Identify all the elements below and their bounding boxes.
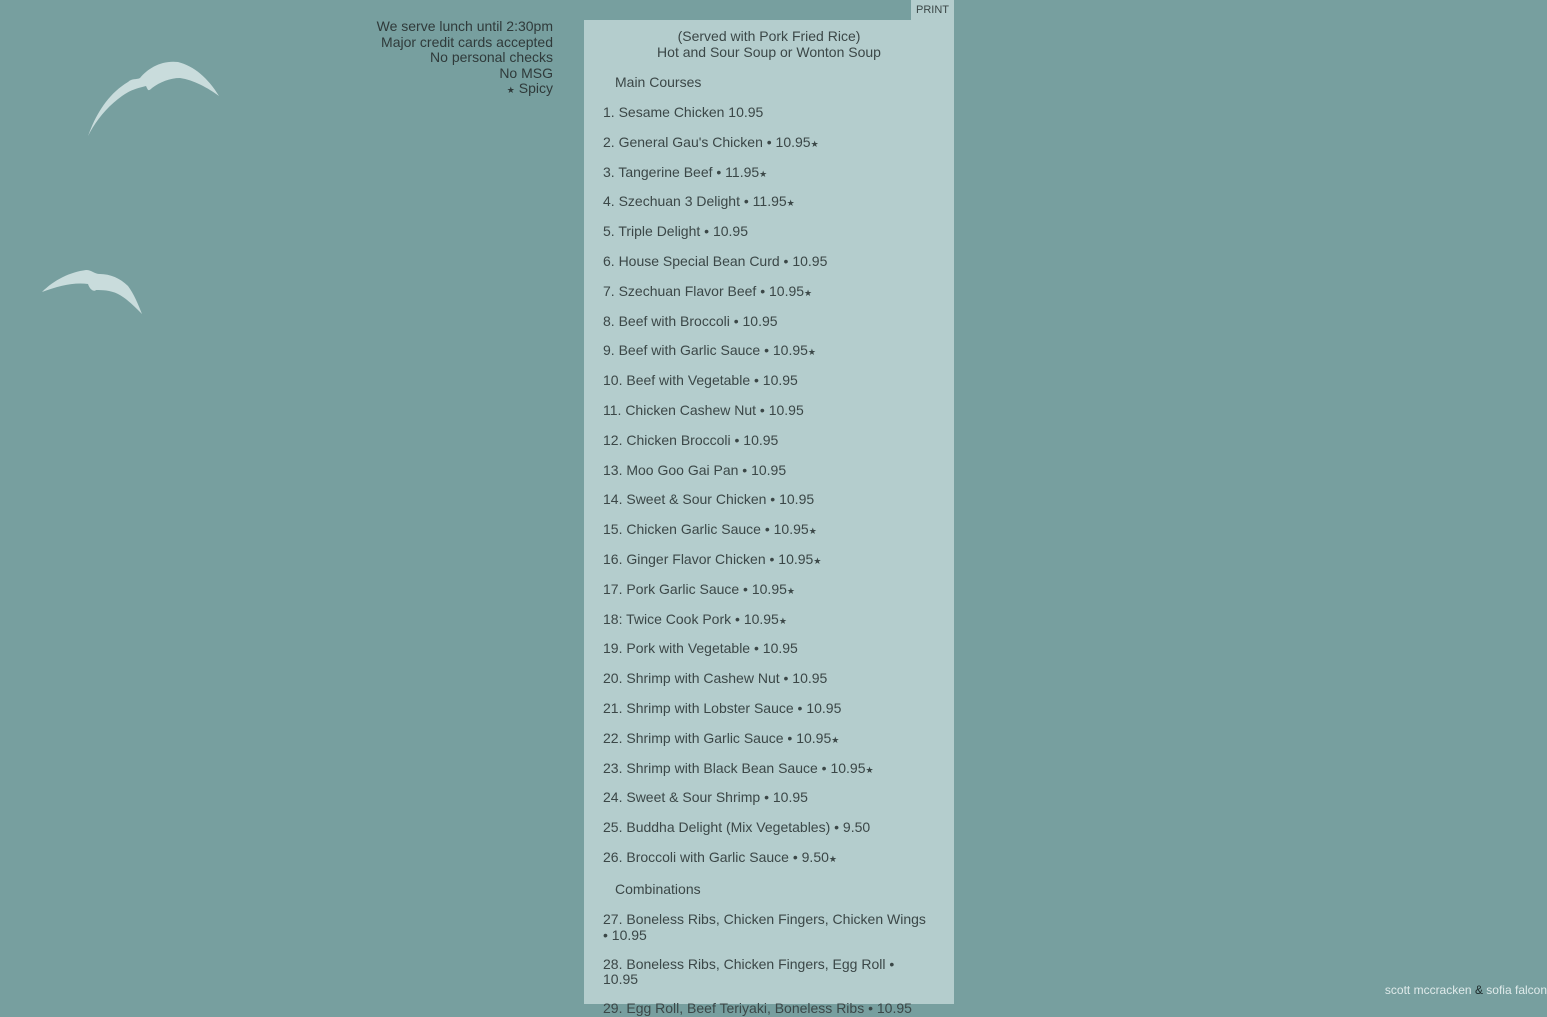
menu-item <box>603 165 932 181</box>
section-title-main-courses: Main Courses <box>615 74 702 90</box>
menu-item-text: 1. Sesame Chicken 10.95 <box>603 104 764 120</box>
menu-item-text: 29. Egg Roll, Beef Teriyaki, Boneless Ribs • 10.95 <box>603 1000 912 1017</box>
menu-item <box>603 761 932 777</box>
spicy-star-icon: ★ <box>808 526 817 537</box>
print-button[interactable]: PRINT <box>911 0 954 20</box>
section-title-combinations: Combinations <box>615 881 701 898</box>
menu-item <box>603 701 932 717</box>
menu-item-text: 26. Broccoli with Garlic Sauce • 9.50 <box>603 848 829 865</box>
menu-item <box>603 403 932 419</box>
menu-item-text: 9. Beef with Garlic Sauce • 10.95 <box>603 342 808 359</box>
menu-item <box>603 135 932 151</box>
menu-item-text: 4. Szechuan 3 Delight • 11.95 <box>603 193 787 210</box>
menu-panel <box>584 20 954 1017</box>
menu-item <box>603 314 932 330</box>
menu-item <box>603 433 932 449</box>
menu-item-text: 21. Shrimp with Lobster Sauce • 10.95 <box>603 699 842 716</box>
spicy-star-icon: ★ <box>831 734 840 745</box>
menu-item-text: 13. Moo Goo Gai Pan • 10.95 <box>603 461 787 478</box>
menu-item <box>603 671 932 687</box>
served-with-rice: (Served with Pork Fried Rice) <box>677 28 861 44</box>
lunch-hours-text: We serve lunch until 2:30pm <box>376 18 553 34</box>
menu-item-text: 15. Chicken Garlic Sauce • 10.95 <box>603 521 809 538</box>
menu-item-text: 24. Sweet & Sour Shrimp • 10.95 <box>603 789 808 806</box>
spicy-star-icon: ★ <box>759 168 768 179</box>
credit-link-author1[interactable]: scott mccracken <box>1384 983 1472 997</box>
credit-cards-text: Major credit cards accepted <box>381 33 553 50</box>
menu-item-text: 8. Beef with Broccoli • 10.95 <box>603 312 778 329</box>
served-with-note <box>584 29 954 60</box>
menu-item-text: 18: Twice Cook Pork • 10.95 <box>603 610 779 627</box>
menu-item <box>603 194 932 210</box>
menu-item-text: 22. Shrimp with Garlic Sauce • 10.95 <box>603 729 832 746</box>
menu-item <box>603 284 932 300</box>
spicy-star-icon: ★ <box>813 555 822 566</box>
menu-item-text: 14. Sweet & Sour Chicken • 10.95 <box>603 491 815 508</box>
menu-item-text: 16. Ginger Flavor Chicken • 10.95 <box>603 550 814 567</box>
menu-item <box>603 373 932 389</box>
menu-item <box>603 612 932 628</box>
menu-item <box>603 820 932 836</box>
spicy-legend-label: Spicy <box>518 80 553 96</box>
menu-item <box>603 582 932 598</box>
menu-item <box>603 731 932 747</box>
spicy-star-icon: ★ <box>786 198 795 209</box>
spicy-star-icon: ★ <box>865 764 874 775</box>
spicy-legend <box>377 81 553 99</box>
menu-item <box>603 343 932 359</box>
menu-item-text: 17. Pork Garlic Sauce • 10.95 <box>603 580 787 597</box>
menu-item <box>603 254 932 270</box>
main-courses-list <box>584 105 954 865</box>
served-with-soup: Hot and Sour Soup or Wonton Soup <box>657 43 881 60</box>
menu-item-text: 7. Szechuan Flavor Beef • 10.95 <box>603 282 805 299</box>
menu-item-text: 11. Chicken Cashew Nut • 10.95 <box>603 401 804 418</box>
spicy-star-icon: ★ <box>804 287 813 298</box>
spicy-star-icon: ★ <box>828 853 837 864</box>
no-msg-text: No MSG <box>499 64 553 81</box>
menu-item-text: 20. Shrimp with Cashew Nut • 10.95 <box>603 670 828 687</box>
spicy-star-icon: ★ <box>506 85 515 95</box>
menu-item-text: 6. House Special Bean Curd • 10.95 <box>603 252 828 269</box>
menu-item <box>603 105 932 121</box>
credit-link-author2[interactable]: sofia falcon <box>1486 983 1547 997</box>
menu-item-text: 27. Boneless Ribs, Chicken Fingers, Chicken Wings • 10.95 <box>603 911 926 943</box>
menu-item <box>603 850 932 866</box>
spicy-star-icon: ★ <box>807 347 816 358</box>
menu-item <box>603 641 932 657</box>
menu-item <box>603 912 932 943</box>
menu-item <box>603 492 932 508</box>
credit-ampersand: & <box>1474 983 1483 997</box>
restaurant-info <box>377 19 553 99</box>
menu-item-text: 28. Boneless Ribs, Chicken Fingers, Egg Roll • 10.95 <box>603 955 895 988</box>
menu-item <box>603 463 932 479</box>
spicy-star-icon: ★ <box>778 615 787 626</box>
menu-item-text: 25. Buddha Delight (Mix Vegetables) • 9.50 <box>603 819 871 836</box>
spicy-star-icon: ★ <box>810 138 819 149</box>
menu-item-text: 5. Triple Delight • 10.95 <box>603 223 748 240</box>
menu-item-text: 12. Chicken Broccoli • 10.95 <box>603 431 779 448</box>
menu-item-text: 23. Shrimp with Black Bean Sauce • 10.95 <box>603 759 866 776</box>
seagull-icon <box>40 266 144 318</box>
menu-item <box>603 1001 932 1017</box>
combinations-list <box>584 912 954 1017</box>
menu-item <box>603 552 932 568</box>
menu-item-text: 10. Beef with Vegetable • 10.95 <box>603 372 798 389</box>
seagull-icon <box>86 58 222 140</box>
no-checks-text: No personal checks <box>430 49 553 65</box>
menu-item-text: 19. Pork with Vegetable • 10.95 <box>603 640 798 657</box>
menu-item-text: 3. Tangerine Beef • 11.95 <box>603 163 760 180</box>
menu-item <box>603 790 932 806</box>
site-credit <box>1385 983 1547 997</box>
menu-item <box>603 957 932 988</box>
menu-item <box>603 224 932 240</box>
menu-item-text: 2. General Gau's Chicken • 10.95 <box>603 133 811 150</box>
spicy-star-icon: ★ <box>786 585 795 596</box>
menu-item <box>603 522 932 538</box>
